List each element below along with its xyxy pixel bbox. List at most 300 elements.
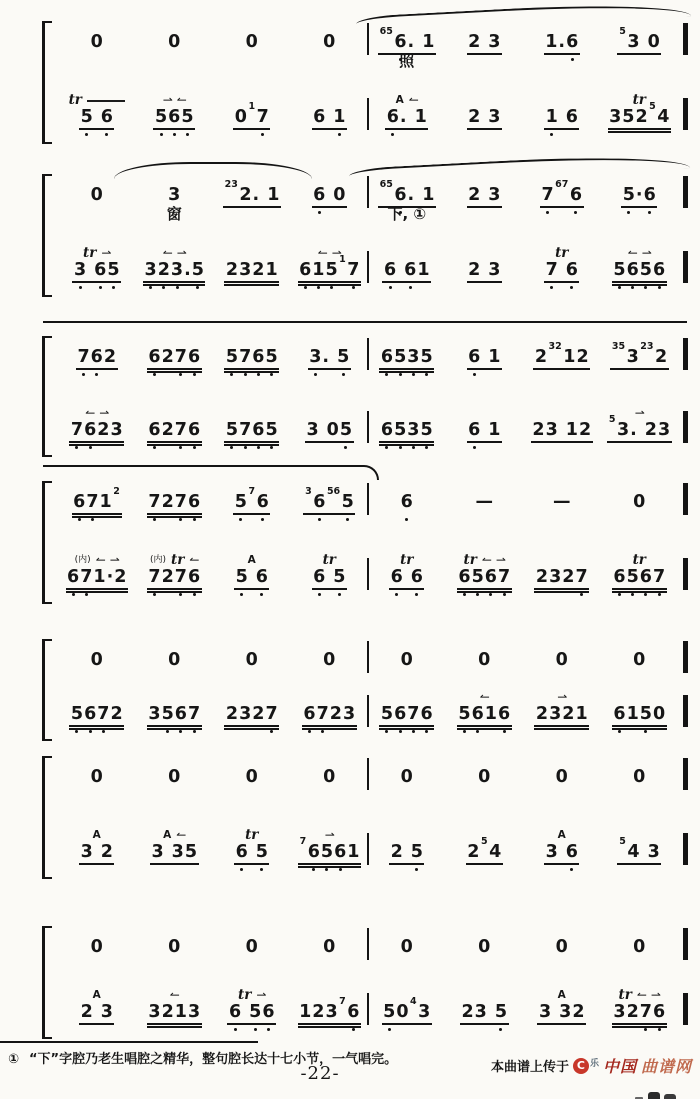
trill-mark: tr bbox=[238, 987, 252, 1003]
note-digit bbox=[309, 347, 322, 376]
note-cell bbox=[58, 405, 136, 455]
note-digit bbox=[322, 347, 330, 376]
note-digit bbox=[234, 492, 247, 521]
note-group bbox=[299, 996, 360, 1031]
digit-glyph: 5 bbox=[420, 420, 433, 440]
beam-line bbox=[379, 441, 434, 443]
note-cell bbox=[136, 405, 214, 455]
note-space bbox=[552, 1002, 559, 1022]
note-digit bbox=[555, 767, 568, 796]
note-group bbox=[90, 767, 103, 796]
digit-glyph: 2 bbox=[225, 260, 239, 280]
note-cell bbox=[601, 552, 679, 602]
digit-glyph: 2 bbox=[534, 347, 548, 367]
note-space bbox=[558, 107, 565, 127]
octave-dot bbox=[176, 286, 179, 289]
note-space bbox=[415, 32, 422, 52]
octave-dot bbox=[244, 446, 247, 449]
note-group bbox=[235, 567, 268, 596]
beam-line bbox=[233, 513, 270, 515]
note-cell bbox=[446, 635, 524, 685]
octave-dot bbox=[193, 446, 196, 449]
digit-glyph: 6 bbox=[67, 567, 80, 587]
system-6 bbox=[0, 752, 700, 889]
beam-line-2 bbox=[612, 284, 667, 286]
digit-glyph: 5 bbox=[622, 107, 635, 127]
digit-glyph: . bbox=[184, 260, 191, 280]
octave-dot bbox=[415, 593, 418, 596]
ornament-row bbox=[558, 827, 566, 841]
digit-glyph: 0 bbox=[478, 767, 491, 787]
note-digit bbox=[633, 937, 646, 966]
digit-glyph: 0 bbox=[633, 937, 646, 957]
vocal-row bbox=[58, 17, 678, 70]
digit-glyph: 3 bbox=[407, 347, 420, 367]
note-group bbox=[532, 420, 592, 449]
digit-glyph: 7 bbox=[174, 567, 187, 587]
digit-glyph: 1 bbox=[299, 1002, 312, 1022]
bow-push-arrow-icon: ↼ bbox=[176, 93, 186, 107]
note-cell bbox=[601, 987, 679, 1037]
trill-mark: tr bbox=[632, 552, 646, 568]
note-group bbox=[323, 650, 336, 679]
digit-glyph: 1 bbox=[312, 260, 325, 280]
beam-line bbox=[617, 53, 661, 55]
digit-glyph: 6 bbox=[458, 567, 471, 587]
digit-glyph: 2 bbox=[80, 1002, 93, 1022]
beam-line bbox=[147, 513, 202, 515]
octave-dot bbox=[102, 730, 105, 733]
note-space bbox=[415, 185, 422, 205]
trill-mark: tr bbox=[68, 92, 82, 108]
beam-line bbox=[312, 588, 347, 590]
note-digit bbox=[80, 1002, 93, 1031]
note-digit bbox=[478, 937, 491, 966]
octave-dot bbox=[476, 593, 479, 596]
digit-glyph: 6 bbox=[235, 842, 248, 862]
digit-glyph: 5 bbox=[471, 567, 484, 587]
beam-line bbox=[389, 588, 424, 590]
note-cell bbox=[601, 827, 679, 877]
digit-glyph: 6 bbox=[313, 492, 326, 512]
note-space bbox=[558, 842, 565, 862]
beam-line bbox=[467, 53, 502, 55]
mid-barline bbox=[367, 411, 369, 443]
octave-dot bbox=[179, 518, 182, 521]
octave-dot bbox=[260, 593, 263, 596]
note-digit bbox=[90, 185, 103, 214]
digit-glyph: 7 bbox=[407, 704, 420, 724]
octave-dot bbox=[338, 133, 341, 136]
note-digit bbox=[400, 650, 413, 679]
digit-glyph: 6 bbox=[256, 492, 269, 512]
note-group bbox=[545, 32, 579, 61]
mid-barline bbox=[367, 98, 369, 130]
beam-line bbox=[533, 368, 590, 370]
digit-glyph: 6 bbox=[148, 420, 161, 440]
footnote-divider bbox=[0, 1041, 258, 1043]
footnote-marker: ① bbox=[8, 1052, 20, 1067]
note-group bbox=[80, 842, 113, 871]
beam-line bbox=[147, 368, 202, 370]
digit-glyph: 0 bbox=[245, 937, 258, 957]
note-digit bbox=[410, 567, 423, 596]
note-cell bbox=[58, 922, 136, 972]
octave-dot bbox=[385, 730, 388, 733]
digit-glyph: 2 bbox=[468, 185, 481, 205]
beam-line bbox=[234, 863, 269, 865]
note-space bbox=[481, 32, 488, 52]
grace-notes: 5 bbox=[619, 26, 626, 37]
note-group bbox=[611, 341, 668, 376]
beam-line bbox=[544, 53, 580, 55]
digit-glyph: 3 bbox=[418, 1002, 431, 1022]
octave-dot bbox=[574, 211, 577, 214]
beam-line bbox=[617, 863, 661, 865]
beam-line-2 bbox=[302, 728, 357, 730]
note-group bbox=[613, 704, 666, 733]
mid-barline bbox=[367, 338, 369, 370]
digit-glyph: 6 bbox=[148, 347, 161, 367]
octave-dot bbox=[412, 446, 415, 449]
note-space bbox=[93, 1002, 100, 1022]
note-cell bbox=[58, 987, 136, 1037]
octave-dot bbox=[385, 373, 388, 376]
beam-line bbox=[69, 441, 124, 443]
note-group bbox=[633, 492, 646, 521]
octave-dot bbox=[346, 518, 349, 521]
note-group bbox=[545, 842, 578, 871]
beam-line bbox=[540, 206, 584, 208]
digit-glyph: 1 bbox=[565, 420, 578, 440]
bow-change-mark: A bbox=[247, 554, 256, 566]
digit-glyph: 3 bbox=[407, 420, 420, 440]
grace-notes: 3 bbox=[305, 486, 312, 497]
digit-glyph: 5 bbox=[639, 260, 652, 280]
octave-dot bbox=[570, 286, 573, 289]
note-digit bbox=[80, 107, 93, 136]
note-digit bbox=[90, 937, 103, 966]
note-group bbox=[553, 492, 572, 521]
note-digit bbox=[151, 842, 164, 871]
octave-dot bbox=[627, 211, 630, 214]
digit-glyph: 2 bbox=[161, 492, 174, 512]
octave-dot bbox=[240, 868, 243, 871]
note-group bbox=[545, 107, 578, 136]
note-group bbox=[313, 185, 346, 214]
beam-line bbox=[298, 1023, 361, 1025]
digit-glyph: 5 bbox=[626, 567, 639, 587]
note-digit bbox=[339, 420, 352, 449]
note-cell bbox=[368, 922, 446, 972]
bow-pull-arrow-icon: ⇀ bbox=[557, 690, 567, 704]
octave-dot bbox=[644, 593, 647, 596]
note-digit bbox=[474, 1002, 487, 1031]
mid-barline bbox=[367, 251, 369, 283]
digit-glyph: 0 bbox=[652, 704, 666, 724]
digit-glyph: 6 bbox=[252, 347, 265, 367]
note-cell bbox=[523, 987, 601, 1037]
note-digit bbox=[555, 937, 568, 966]
note-digit bbox=[414, 107, 427, 136]
digit-glyph: 6 bbox=[569, 185, 583, 205]
note-digit bbox=[313, 107, 326, 136]
cut-off-print-fragment bbox=[648, 1092, 660, 1099]
note-group bbox=[478, 650, 491, 679]
bow-push-arrow-icon: ↼ bbox=[317, 246, 327, 260]
octave-dot bbox=[179, 730, 182, 733]
bow-pull-arrow-icon: ⇀ bbox=[109, 553, 119, 567]
bow-push-arrow-icon: ↼ bbox=[176, 828, 186, 842]
octave-dot bbox=[499, 1028, 502, 1031]
octave-dot bbox=[425, 446, 428, 449]
digit-glyph: 7 bbox=[239, 347, 252, 367]
octave-dot bbox=[257, 446, 260, 449]
digit-glyph: 7 bbox=[575, 567, 588, 587]
note-space bbox=[248, 842, 255, 862]
note-digit bbox=[565, 107, 578, 136]
octave-dot bbox=[112, 286, 115, 289]
note-cell bbox=[136, 170, 214, 223]
note-digit bbox=[468, 185, 481, 214]
beam-line-2 bbox=[298, 284, 361, 286]
digit-glyph: 2 bbox=[467, 842, 480, 862]
digit-glyph: 2 bbox=[103, 347, 117, 367]
ornament-row bbox=[464, 552, 505, 566]
note-digit bbox=[245, 32, 258, 61]
grace-notes: 23 bbox=[640, 341, 654, 352]
note-cell bbox=[368, 245, 446, 295]
ornament-row bbox=[318, 245, 341, 259]
digit-glyph: 5 bbox=[333, 567, 346, 587]
digit-glyph: 3 bbox=[342, 704, 356, 724]
bow-push-arrow-icon: ↼ bbox=[162, 246, 172, 260]
beam-line bbox=[612, 281, 667, 283]
note-digit bbox=[313, 567, 326, 596]
octave-dot bbox=[270, 446, 273, 449]
system-bracket bbox=[42, 639, 52, 741]
octave-dot bbox=[425, 373, 428, 376]
ornament-row bbox=[238, 987, 265, 1001]
note-cell bbox=[291, 689, 369, 739]
digit-glyph: 5 bbox=[325, 260, 338, 280]
digit-glyph: 2 bbox=[572, 1002, 585, 1022]
digit-glyph: 5 bbox=[181, 107, 194, 127]
note-digit bbox=[255, 842, 268, 871]
digit-glyph: 7 bbox=[256, 107, 269, 127]
digit-glyph: 2 bbox=[161, 1002, 174, 1022]
note-cell bbox=[213, 477, 291, 527]
octave-dot bbox=[463, 730, 466, 733]
note-digit bbox=[399, 107, 407, 136]
beam-line bbox=[303, 513, 355, 515]
octave-dot bbox=[399, 446, 402, 449]
note-cell bbox=[136, 552, 214, 602]
beam-line bbox=[534, 588, 589, 590]
bow-change-mark: A bbox=[395, 94, 404, 106]
digit-glyph: 2 bbox=[535, 567, 549, 587]
digit-glyph: 5 bbox=[161, 704, 174, 724]
note-digit bbox=[478, 650, 491, 679]
note-digit bbox=[488, 32, 501, 61]
note-cell bbox=[523, 635, 601, 685]
digit-glyph: 3 bbox=[148, 704, 161, 724]
digit-glyph: 1 bbox=[488, 347, 501, 367]
note-group bbox=[245, 767, 258, 796]
grace-notes: 5 bbox=[608, 414, 616, 425]
trill-mark: tr bbox=[618, 987, 632, 1003]
octave-dot bbox=[91, 518, 94, 521]
octave-dot bbox=[550, 133, 553, 136]
bow-push-arrow-icon: ↼ bbox=[479, 690, 489, 704]
digit-glyph: 1 bbox=[99, 492, 112, 512]
beam-line-2 bbox=[147, 1026, 202, 1028]
ornament-row bbox=[69, 92, 125, 106]
note-cell bbox=[136, 827, 214, 877]
grace-notes: 7 bbox=[339, 996, 346, 1007]
ornament-row bbox=[163, 245, 186, 259]
note-digit bbox=[249, 1002, 262, 1031]
note-digit bbox=[468, 420, 481, 449]
beam-line-2 bbox=[534, 728, 589, 730]
note-digit bbox=[558, 32, 566, 61]
digit-glyph: 2 bbox=[562, 704, 575, 724]
octave-dot bbox=[385, 446, 388, 449]
digit-glyph: 6 bbox=[313, 107, 326, 127]
note-cell bbox=[446, 477, 524, 527]
beam-line bbox=[224, 281, 279, 283]
beam-line bbox=[224, 725, 279, 727]
note-digit bbox=[341, 492, 354, 521]
note-digit bbox=[417, 260, 430, 289]
note-group bbox=[228, 1002, 275, 1031]
digit-glyph: 3 bbox=[613, 1002, 626, 1022]
octave-dot bbox=[473, 446, 476, 449]
bow-pull-arrow-icon: ⇀ bbox=[331, 246, 341, 260]
ornament-row bbox=[323, 552, 336, 566]
digit-glyph: 5 bbox=[154, 107, 168, 127]
note-group bbox=[400, 650, 413, 679]
trill-extension-line bbox=[87, 100, 125, 102]
note-space bbox=[93, 107, 100, 127]
note-digit bbox=[168, 650, 181, 679]
octave-dot bbox=[631, 593, 634, 596]
note-group bbox=[309, 347, 350, 376]
note-group bbox=[70, 420, 123, 449]
note-digit bbox=[555, 650, 568, 679]
octave-dot bbox=[230, 446, 233, 449]
beam-line bbox=[612, 725, 667, 727]
note-group bbox=[144, 260, 204, 289]
note-group bbox=[323, 32, 336, 61]
note-cell bbox=[523, 92, 601, 142]
note-group bbox=[390, 567, 423, 596]
note-space bbox=[242, 1002, 249, 1022]
note-digit bbox=[262, 1002, 275, 1031]
note-group bbox=[304, 486, 354, 521]
note-cell bbox=[136, 92, 214, 142]
octave-dot bbox=[193, 518, 196, 521]
note-digit bbox=[168, 937, 181, 966]
note-group bbox=[475, 492, 494, 521]
digit-glyph: 3 bbox=[488, 32, 501, 52]
note-digit bbox=[418, 1002, 431, 1031]
digit-glyph: 5 bbox=[191, 260, 204, 280]
digit-glyph: 5 bbox=[380, 704, 394, 724]
note-group bbox=[535, 567, 588, 596]
bow-change-mark: A bbox=[92, 989, 101, 1001]
end-barline bbox=[683, 758, 688, 790]
note-digit bbox=[400, 937, 413, 966]
beam-line bbox=[467, 368, 502, 370]
note-digit bbox=[90, 32, 103, 61]
ornament-row bbox=[633, 92, 646, 106]
octave-dot bbox=[179, 593, 182, 596]
digit-glyph: 0 bbox=[168, 767, 181, 787]
digit-glyph: 3 bbox=[239, 704, 252, 724]
end-barline bbox=[683, 411, 688, 443]
note-group bbox=[148, 567, 201, 596]
digit-glyph: 2 bbox=[161, 420, 174, 440]
digit-glyph: 2 bbox=[114, 567, 127, 587]
digit-glyph: 0 bbox=[168, 650, 181, 670]
digit-glyph: 6 bbox=[187, 420, 201, 440]
beam-line-2 bbox=[608, 131, 671, 133]
grace-notes: 2 bbox=[113, 486, 120, 497]
note-group bbox=[151, 842, 198, 871]
octave-dot bbox=[162, 286, 165, 289]
note-digit bbox=[323, 32, 336, 61]
grace-notes: 5 bbox=[649, 101, 656, 112]
digit-glyph: 2 bbox=[312, 1002, 325, 1022]
vocal-row bbox=[58, 477, 678, 527]
octave-dot bbox=[239, 518, 242, 521]
octave-dot bbox=[412, 730, 415, 733]
octave-dot bbox=[318, 211, 321, 214]
octave-dot bbox=[391, 133, 394, 136]
beam-line bbox=[227, 1023, 276, 1025]
digit-glyph: 2 bbox=[110, 704, 123, 724]
note-digit bbox=[333, 107, 346, 136]
digit-glyph: 0 bbox=[168, 32, 181, 52]
note-group bbox=[534, 341, 589, 376]
digit-glyph: 6 bbox=[497, 704, 511, 724]
note-cell bbox=[523, 752, 601, 802]
note-space bbox=[487, 1002, 494, 1022]
digit-glyph: 3 bbox=[549, 704, 562, 724]
digit-glyph: 5 bbox=[639, 704, 652, 724]
beam-line bbox=[610, 368, 669, 370]
beam-line-2 bbox=[147, 371, 202, 373]
grace-notes: 56 bbox=[326, 486, 341, 497]
digit-glyph: 3 bbox=[488, 260, 501, 280]
note-group bbox=[90, 650, 103, 679]
note-group bbox=[608, 414, 671, 449]
note-cell bbox=[446, 689, 524, 739]
octave-dot bbox=[644, 1028, 647, 1031]
beam-line bbox=[467, 206, 502, 208]
bow-push-arrow-icon: ↼ bbox=[85, 406, 95, 420]
digit-glyph: 2 bbox=[239, 185, 252, 205]
note-digit bbox=[627, 32, 640, 61]
note-space bbox=[407, 107, 414, 127]
note-digit bbox=[383, 1002, 396, 1031]
note-group bbox=[306, 420, 353, 449]
digit-glyph: 6 bbox=[565, 260, 578, 280]
beam-line bbox=[223, 206, 281, 208]
mid-barline bbox=[367, 23, 369, 55]
digit-glyph: 0 bbox=[90, 32, 103, 52]
